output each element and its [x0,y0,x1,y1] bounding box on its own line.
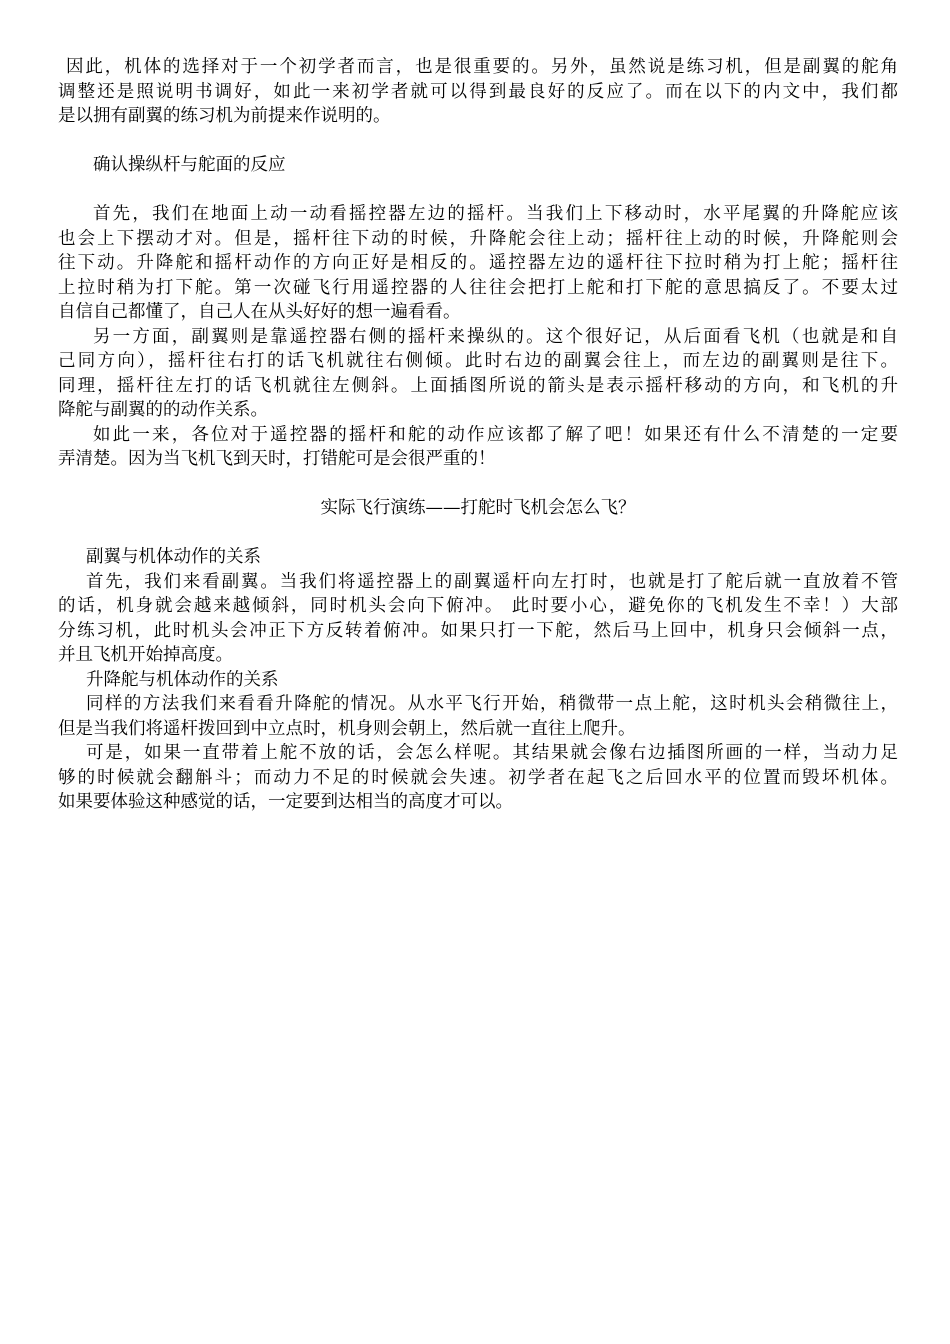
paragraph [58,570,898,668]
paragraph [58,325,898,423]
text-line: 也会上下摆动才对。但是，摇杆往下动的时候，升降舵会往上动；摇杆往上动的时候，升降舵则会 [58,228,898,249]
text-line: 降舵与副翼的的动作关系。 [58,400,268,420]
text-line: 调整还是照说明书调好，如此一来初学者就可以得到最良好的反应了。而在以下的内文中，我们都 [58,81,898,102]
text-line: 并且飞机开始掉高度。 [58,645,233,665]
text-line: 同样的方法我们来看看升降舵的情况。从水平飞行开始，稍微带一点上舵，这时机头会稍微往上， [86,694,898,714]
spacer [58,472,898,497]
text-line: 己同方向），摇杆往右打的话飞机就往右侧倾。此时右边的副翼会往上，而左边的副翼则是往下。 [58,351,898,371]
text-line: 是以拥有副翼的练习机为前提来作说明的。 [58,106,391,126]
spacer [58,129,898,154]
section-heading: 确认操纵杆与舵面的反应 [93,155,286,175]
text-line: 但是当我们将遥杆拨回到中立点时，机身则会朝上，然后就一直往上爬升。 [58,718,636,739]
spacer [58,521,898,546]
text-line: 够的时候就会翻斛斗；而动力不足的时候就会失速。初学者在起飞之后回水平的位置而毁坏机体。 [58,767,898,788]
text-line: 可是，如果一直带着上舵不放的话，会怎么样呢。其结果就会像右边插图所画的一样，当动力足 [86,743,898,763]
subsection-heading: 升降舵与机体动作的关系 [86,669,279,690]
text-line: 同理，摇杆往左打的话飞机就往左侧斜。上面插图所说的箭头是表示摇杆移动的方向，和飞机的升 [58,375,898,396]
paragraph [58,202,898,325]
intro-paragraph [58,55,898,129]
text-line: 另一方面，副翼则是靠遥控器右侧的摇杆来操纵的。这个很好记，从后面看飞机（也就是和自 [93,326,898,347]
paragraph [58,741,898,815]
text-line: 弄清楚。因为当飞机飞到天时，打错舵可是会很严重的！ [58,449,496,469]
spacer [58,178,898,203]
text-line: 首先，我们来看副翼。当我们将遥控器上的副翼遥杆向左打时，也就是打了舵后就一直放着不管 [86,571,898,592]
text-line: 如此一来，各位对于遥控器的摇杆和舵的动作应该都了解了吧！如果还有什么不清楚的一定要 [93,424,898,445]
text-line: 的话，机身就会越来越倾斜，同时机头会向下俯冲。 此时要小心，避免你的飞机发生不幸！）大部 [58,596,898,616]
text-line: 如果要体验这种感觉的话，一定要到达相当的高度才可以。 [58,792,513,812]
text-line: 上拉时稍为打下舵。第一次碰飞行用遥控器的人往往会把打上舵和打下舵的意思搞反了。不要太过 [58,277,898,298]
text-line: 分练习机，此时机头会冲正下方反转着俯冲。如果只打一下舵，然后马上回中，机身只会倾斜一点， [58,620,898,641]
text-line: 自信自己都懂了，自己人在从头好好的想一遍看看。 [58,302,461,322]
document-page [58,55,898,815]
section-title: 实际飞行演练——打舵时飞机会怎么飞？ [320,498,636,518]
paragraph [58,423,898,472]
subsection-heading: 副翼与机体动作的关系 [86,547,261,567]
paragraph [58,692,898,741]
text-line: 因此，机体的选择对于一个初学者而言，也是很重要的。另外，虽然说是练习机，但是副翼的舵角 [66,57,898,77]
text-line: 首先，我们在地面上动一动看摇控器左边的摇杆。当我们上下移动时，水平尾翼的升降舵应该 [93,204,898,224]
text-line: 往下动。升降舵和摇杆动作的方向正好是相反的。遥控器左边的遥杆往下拉时稍为打上舵；摇杆往 [58,253,898,273]
